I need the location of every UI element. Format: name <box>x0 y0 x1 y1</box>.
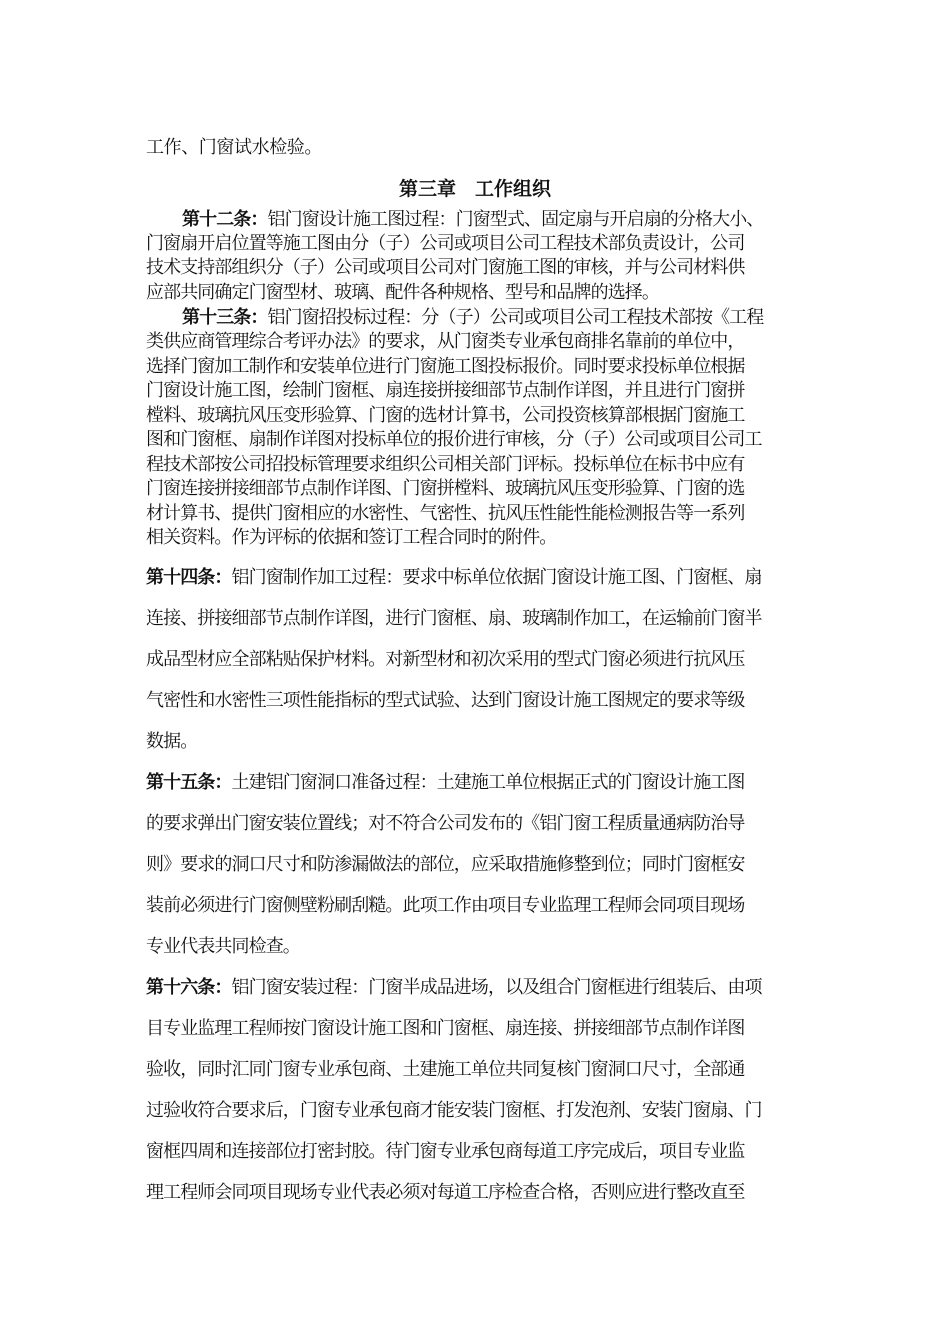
article-13-line-4: 门窗设计施工图，绘制门窗框、扇连接拼接细部节点制作详图，并且进行门窗拼 <box>146 380 745 401</box>
article-13-line-10: 相关资料。作为评标的依据和签订工程合同时的附件。 <box>146 527 557 548</box>
article-16-line-5: 窗框四周和连接部位打密封胶。待门窗专业承包商每道工序完成后，项目专业监 <box>146 1141 745 1162</box>
article-12-line-4: 应部共同确定门窗型材、玻璃、配件各种规格、型号和品牌的选择。 <box>146 282 659 303</box>
article-13-line-6: 图和门窗框、扇制作详图对投标单位的报价进行审核，分（子）公司或项目公司工 <box>146 429 762 450</box>
intro-tail-text: 工作、门窗试水检验。 <box>146 137 322 158</box>
article-15-line-3: 则》要求的洞口尺寸和防渗漏做法的部位，应采取措施修整到位；同时门窗框安 <box>146 854 745 875</box>
article-12-line-1: 铝门窗设计施工图过程：门窗型式、固定扇与开启扇的分格大小、 <box>267 209 764 230</box>
article-12-label: 第十二条： <box>182 209 268 230</box>
article-14-label: 第十四条： <box>146 567 232 588</box>
article-16-label: 第十六条： <box>146 977 232 998</box>
article-14-line-2: 连接、拼接细部节点制作详图，进行门窗框、扇、玻璃制作加工，在运输前门窗半 <box>146 608 762 629</box>
chapter-heading: 第三章 工作组织 <box>398 178 551 200</box>
article-13-first-line <box>146 306 811 330</box>
article-15-line-5: 专业代表共同检查。 <box>146 936 300 957</box>
article-13-line-9: 材计算书、提供门窗相应的水密性、气密性、抗风压性能性能检测报告等一系列 <box>146 503 745 524</box>
article-16-line-3: 验收，同时汇同门窗专业承包商、土建施工单位共同复核门窗洞口尺寸，全部通 <box>146 1059 745 1080</box>
article-16-line-4: 过验收符合要求后，门窗专业承包商才能安装门窗框、打发泡剂、安装门窗扇、门 <box>146 1100 762 1121</box>
article-13-line-5: 樘料、玻璃抗风压变形验算、门窗的选材计算书，公司投资核算部根据门窗施工 <box>146 405 745 426</box>
article-16-line-1: 铝门窗安装过程：门窗半成品进场，以及组合门窗框进行组装后、由项 <box>231 977 762 998</box>
article-13-line-2: 类供应商管理综合考评办法》的要求，从门窗类专业承包商排名靠前的单位中， <box>146 331 745 352</box>
article-13-line-7: 程技术部按公司招投标管理要求组织公司相关部门评标。投标单位在标书中应有 <box>146 454 745 475</box>
article-14-line-1: 铝门窗制作加工过程：要求中标单位依据门窗设计施工图、门窗框、扇 <box>231 567 762 588</box>
article-15-line-2: 的要求弹出门窗安装位置线；对不符合公司发布的《铝门窗工程质量通病防治导 <box>146 813 745 834</box>
article-13-line-3: 选择门窗加工制作和安装单位进行门窗施工图投标报价。同时要求投标单位根据 <box>146 356 745 377</box>
article-12-line-2: 门窗扇开启位置等施工图由分（子）公司或项目公司工程技术部负责设计，公司 <box>146 233 745 254</box>
article-12-first-line <box>146 208 811 232</box>
article-14-line-5: 数据。 <box>146 731 198 752</box>
article-15-line-4: 装前必须进行门窗侧壁粉刷刮糙。此项工作由项目专业监理工程师会同项目现场 <box>146 895 745 916</box>
article-13-line-1: 铝门窗招投标过程：分（子）公司或项目公司工程技术部按《工程 <box>267 307 764 328</box>
article-15-line-1: 土建铝门窗洞口准备过程：土建施工单位根据正式的门窗设计施工图 <box>231 772 745 793</box>
article-16-line-6: 理工程师会同项目现场专业代表必须对每道工序检查合格，否则应进行整改直至 <box>146 1182 745 1203</box>
article-15-label: 第十五条： <box>146 772 232 793</box>
article-13-line-8: 门窗连接拼接细部节点制作详图、门窗拼樘料、玻璃抗风压变形验算、门窗的选 <box>146 478 745 499</box>
article-16-first-line <box>146 976 811 1000</box>
article-12-line-3: 技术支持部组织分（子）公司或项目公司对门窗施工图的审核，并与公司材料供 <box>146 257 745 278</box>
article-15-first-line <box>146 771 811 795</box>
article-14-line-3: 成品型材应全部粘贴保护材料。对新型材和初次采用的型式门窗必须进行抗风压 <box>146 649 745 670</box>
article-14-first-line <box>146 566 811 590</box>
article-16-line-2: 目专业监理工程师按门窗设计施工图和门窗框、扇连接、拼接细部节点制作详图 <box>146 1018 745 1039</box>
article-14-line-4: 气密性和水密性三项性能指标的型式试验、达到门窗设计施工图规定的要求等级 <box>146 690 745 711</box>
article-13-label: 第十三条： <box>182 307 268 328</box>
